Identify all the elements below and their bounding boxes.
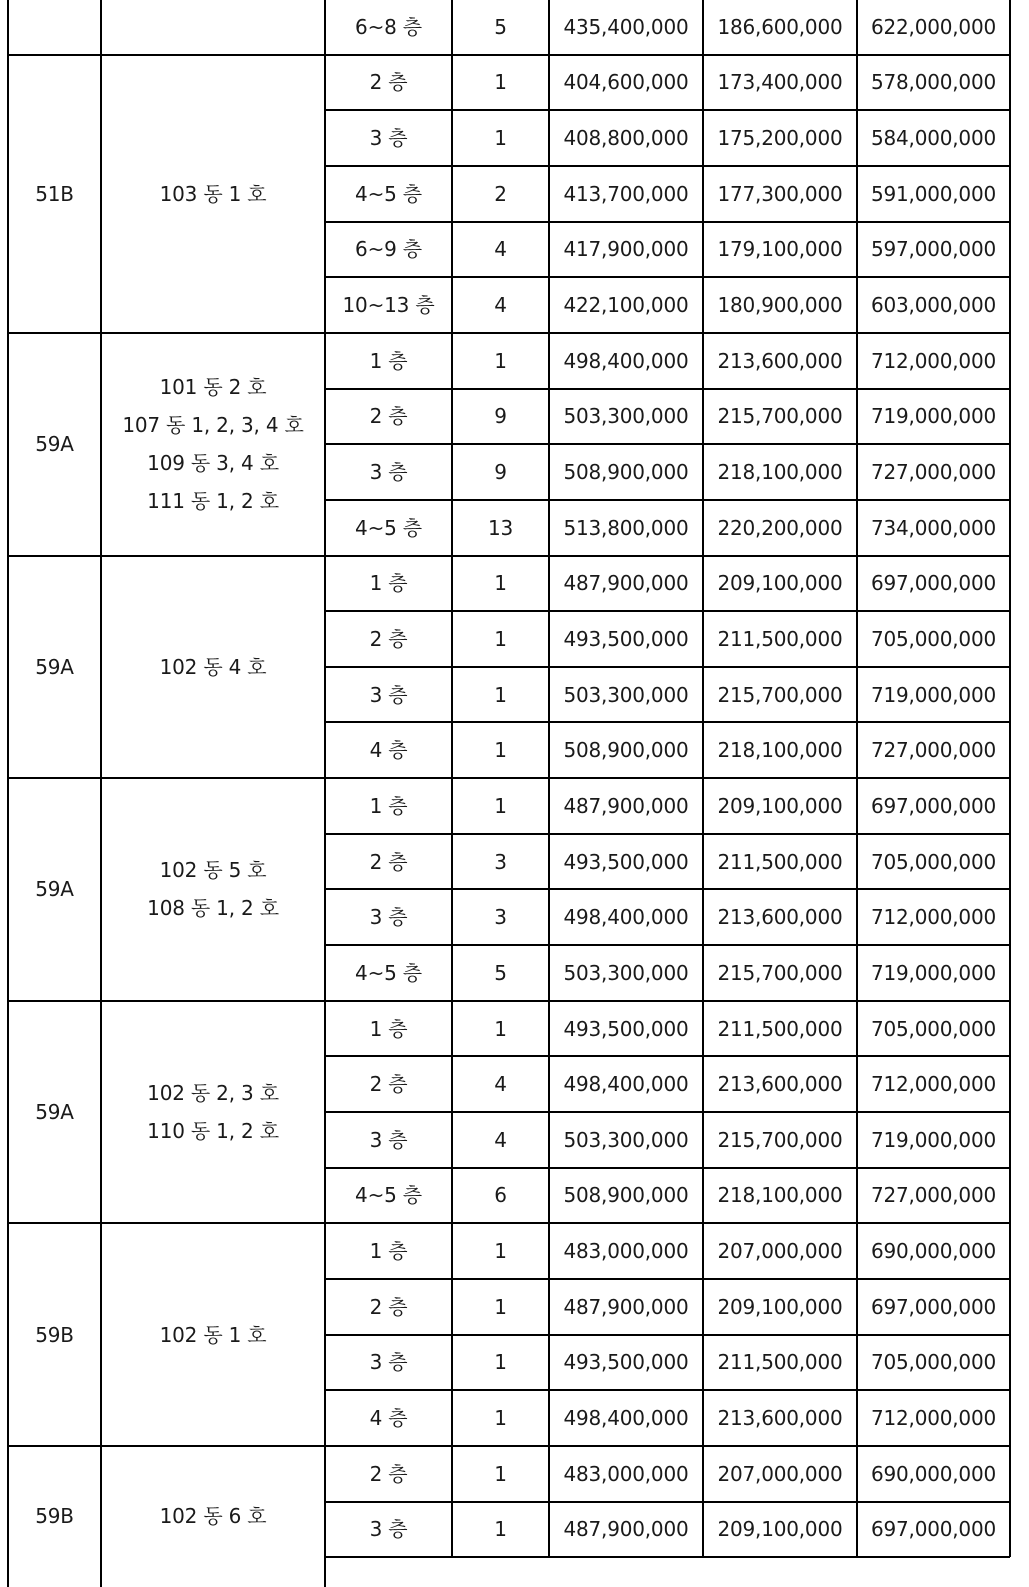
land-price-cell: 508,900,000 bbox=[563, 738, 689, 763]
row-rule bbox=[325, 610, 1010, 612]
building-price-cell: 180,900,000 bbox=[717, 293, 843, 318]
total-price-cell: 690,000,000 bbox=[870, 1239, 997, 1264]
land-price-cell: 493,500,000 bbox=[563, 626, 689, 651]
floor-cell: 4~5 층 bbox=[355, 1183, 422, 1208]
floor-cell: 6~8 층 bbox=[355, 14, 422, 39]
row-rule bbox=[325, 165, 1010, 167]
total-price-cell: 591,000,000 bbox=[870, 181, 997, 206]
unit-count-cell: 5 bbox=[494, 14, 507, 39]
total-price-cell: 719,000,000 bbox=[870, 682, 997, 707]
building-cell bbox=[101, 778, 325, 1001]
group-rule bbox=[8, 777, 1010, 779]
group-rule bbox=[8, 555, 1010, 557]
unit-count-cell: 1 bbox=[494, 126, 507, 151]
row-rule bbox=[325, 1055, 1010, 1057]
floor-cell: 1 층 bbox=[369, 793, 408, 818]
row-rule bbox=[325, 1111, 1010, 1113]
unit-count-cell: 9 bbox=[494, 404, 507, 429]
building-price-cell: 177,300,000 bbox=[717, 181, 843, 206]
total-price-cell: 712,000,000 bbox=[870, 1072, 997, 1097]
land-price-cell: 498,400,000 bbox=[563, 1406, 689, 1431]
floor-cell: 1 층 bbox=[369, 348, 408, 373]
land-price-cell: 417,900,000 bbox=[563, 237, 689, 262]
land-price-cell: 493,500,000 bbox=[563, 1350, 689, 1375]
building-line: 102 동 5 호 bbox=[159, 858, 267, 883]
col-rule bbox=[100, 0, 102, 1587]
row-rule bbox=[325, 666, 1010, 668]
land-price-cell: 508,900,000 bbox=[563, 460, 689, 484]
building-line: 102 동 1 호 bbox=[159, 1322, 267, 1347]
building-price-cell: 211,500,000 bbox=[717, 849, 843, 874]
land-price-cell: 498,400,000 bbox=[563, 348, 689, 373]
row-rule bbox=[325, 1167, 1010, 1169]
building-cell bbox=[101, 1223, 325, 1446]
building-line: 102 동 2, 3 호 bbox=[147, 1080, 279, 1105]
row-rule bbox=[325, 888, 1010, 890]
land-price-cell: 408,800,000 bbox=[563, 126, 689, 151]
building-price-cell: 213,600,000 bbox=[717, 348, 843, 373]
land-price-cell: 513,800,000 bbox=[563, 515, 689, 540]
total-price-cell: 712,000,000 bbox=[870, 1406, 997, 1431]
building-line: 108 동 1, 2 호 bbox=[147, 896, 279, 921]
land-price-cell: 487,900,000 bbox=[563, 1517, 689, 1542]
building-price-cell: 211,500,000 bbox=[717, 1016, 843, 1041]
row-rule bbox=[325, 388, 1010, 390]
building-price-cell: 173,400,000 bbox=[717, 70, 843, 95]
floor-cell: 2 층 bbox=[369, 1294, 408, 1319]
building-price-cell: 213,600,000 bbox=[717, 1072, 843, 1097]
land-price-cell: 503,300,000 bbox=[563, 960, 689, 985]
row-rule bbox=[325, 443, 1010, 445]
floor-cell: 4~5 층 bbox=[355, 515, 422, 540]
land-price-cell: 487,900,000 bbox=[563, 571, 689, 596]
col-rule bbox=[324, 0, 326, 1587]
floor-cell: 4~5 층 bbox=[355, 960, 422, 985]
building-line: 102 동 6 호 bbox=[159, 1504, 267, 1529]
row-rule bbox=[325, 833, 1010, 835]
row-rule bbox=[325, 944, 1010, 946]
total-price-cell: 719,000,000 bbox=[870, 1127, 997, 1152]
unit-count-cell: 1 bbox=[494, 70, 507, 95]
type-cell: 59B bbox=[35, 1504, 74, 1529]
building-line: 109 동 3, 4 호 bbox=[147, 451, 279, 476]
building-price-cell: 213,600,000 bbox=[717, 905, 843, 930]
building-price-cell: 209,100,000 bbox=[717, 1294, 843, 1319]
building-price-cell: 209,100,000 bbox=[717, 1517, 843, 1542]
building-price-cell: 218,100,000 bbox=[717, 460, 843, 484]
land-price-cell: 493,500,000 bbox=[563, 849, 689, 874]
type-cell: 59A bbox=[35, 877, 74, 902]
land-price-cell: 487,900,000 bbox=[563, 1294, 689, 1319]
unit-count-cell: 1 bbox=[494, 1016, 507, 1041]
type-cell: 59A bbox=[35, 1099, 74, 1124]
land-price-cell: 503,300,000 bbox=[563, 1127, 689, 1152]
building-line: 107 동 1, 2, 3, 4 호 bbox=[122, 413, 304, 438]
building-price-cell: 207,000,000 bbox=[717, 1461, 843, 1486]
unit-count-cell: 2 bbox=[494, 181, 507, 206]
floor-cell: 3 층 bbox=[369, 1517, 408, 1542]
type-cell: 51B bbox=[35, 181, 74, 206]
total-price-cell: 578,000,000 bbox=[870, 70, 997, 95]
group-rule bbox=[8, 1222, 1010, 1224]
floor-cell: 6~9 층 bbox=[355, 237, 422, 262]
total-price-cell: 622,000,000 bbox=[870, 14, 997, 39]
col-rule bbox=[548, 0, 550, 1557]
floor-cell: 3 층 bbox=[369, 1127, 408, 1152]
floor-cell: 1 층 bbox=[369, 571, 408, 596]
group-rule bbox=[8, 1445, 1010, 1447]
building-line: 101 동 2 호 bbox=[159, 375, 267, 400]
building-price-cell: 209,100,000 bbox=[717, 571, 843, 596]
total-price-cell: 697,000,000 bbox=[870, 793, 997, 818]
row-rule bbox=[325, 1556, 1010, 1558]
land-price-cell: 493,500,000 bbox=[563, 1016, 689, 1041]
building-price-cell: 220,200,000 bbox=[717, 515, 843, 540]
row-rule bbox=[325, 1501, 1010, 1503]
building-cell bbox=[101, 0, 325, 55]
building-line: 111 동 1, 2 호 bbox=[147, 489, 279, 514]
col-rule bbox=[451, 0, 453, 1557]
unit-count-cell: 1 bbox=[494, 1350, 507, 1375]
floor-cell: 4~5 층 bbox=[355, 181, 422, 206]
row-rule bbox=[325, 499, 1010, 501]
total-price-cell: 697,000,000 bbox=[870, 1517, 997, 1542]
building-cell bbox=[101, 556, 325, 779]
floor-cell: 3 층 bbox=[369, 126, 408, 151]
land-price-cell: 422,100,000 bbox=[563, 293, 689, 318]
row-rule bbox=[325, 1389, 1010, 1391]
land-price-cell: 404,600,000 bbox=[563, 70, 689, 95]
building-cell bbox=[101, 1446, 325, 1587]
building-price-cell: 209,100,000 bbox=[717, 793, 843, 818]
building-cell bbox=[101, 55, 325, 333]
unit-count-cell: 1 bbox=[494, 571, 507, 596]
floor-cell: 3 층 bbox=[369, 460, 408, 484]
total-price-cell: 712,000,000 bbox=[870, 905, 997, 930]
floor-cell: 1 층 bbox=[369, 1016, 408, 1041]
total-price-cell: 697,000,000 bbox=[870, 571, 997, 596]
total-price-cell: 584,000,000 bbox=[870, 126, 997, 151]
total-price-cell: 705,000,000 bbox=[870, 1350, 997, 1375]
land-price-cell: 487,900,000 bbox=[563, 793, 689, 818]
building-price-cell: 175,200,000 bbox=[717, 126, 843, 151]
col-rule bbox=[856, 0, 858, 1557]
total-price-cell: 705,000,000 bbox=[870, 1016, 997, 1041]
row-rule bbox=[325, 1334, 1010, 1336]
land-price-cell: 498,400,000 bbox=[563, 905, 689, 930]
floor-cell: 2 층 bbox=[369, 404, 408, 429]
floor-cell: 4 층 bbox=[369, 738, 408, 763]
unit-count-cell: 4 bbox=[494, 293, 507, 318]
unit-count-cell: 4 bbox=[494, 237, 507, 262]
unit-count-cell: 1 bbox=[494, 1517, 507, 1542]
floor-cell: 3 층 bbox=[369, 1350, 408, 1375]
group-rule bbox=[8, 332, 1010, 334]
floor-cell: 4 층 bbox=[369, 1406, 408, 1431]
row-rule bbox=[325, 276, 1010, 278]
land-price-cell: 498,400,000 bbox=[563, 1072, 689, 1097]
floor-cell: 3 층 bbox=[369, 905, 408, 930]
total-price-cell: 597,000,000 bbox=[870, 237, 997, 262]
total-price-cell: 603,000,000 bbox=[870, 293, 997, 318]
land-price-cell: 508,900,000 bbox=[563, 1183, 689, 1208]
building-price-cell: 215,700,000 bbox=[717, 1127, 843, 1152]
unit-count-cell: 1 bbox=[494, 1406, 507, 1431]
type-cell bbox=[8, 0, 101, 55]
building-cell bbox=[101, 1001, 325, 1224]
building-price-cell: 207,000,000 bbox=[717, 1239, 843, 1264]
total-price-cell: 705,000,000 bbox=[870, 626, 997, 651]
floor-cell: 2 층 bbox=[369, 626, 408, 651]
building-price-cell: 215,700,000 bbox=[717, 960, 843, 985]
building-line: 110 동 1, 2 호 bbox=[147, 1118, 279, 1143]
unit-count-cell: 3 bbox=[494, 905, 507, 930]
row-rule bbox=[325, 721, 1010, 723]
total-price-cell: 705,000,000 bbox=[870, 849, 997, 874]
building-price-cell: 186,600,000 bbox=[717, 14, 843, 39]
unit-count-cell: 4 bbox=[494, 1127, 507, 1152]
type-cell: 59A bbox=[35, 432, 74, 457]
total-price-cell: 719,000,000 bbox=[870, 404, 997, 429]
type-cell: 59A bbox=[35, 654, 74, 679]
unit-count-cell: 1 bbox=[494, 1239, 507, 1264]
building-price-cell: 218,100,000 bbox=[717, 738, 843, 763]
unit-count-cell: 13 bbox=[487, 515, 514, 540]
land-price-cell: 435,400,000 bbox=[563, 14, 689, 39]
building-price-cell: 218,100,000 bbox=[717, 1183, 843, 1208]
land-price-cell: 483,000,000 bbox=[563, 1461, 689, 1486]
unit-count-cell: 1 bbox=[494, 738, 507, 763]
floor-cell: 2 층 bbox=[369, 1072, 408, 1097]
group-rule bbox=[8, 54, 1010, 56]
building-price-cell: 213,600,000 bbox=[717, 1406, 843, 1431]
land-price-cell: 503,300,000 bbox=[563, 682, 689, 707]
floor-cell: 1 층 bbox=[369, 1239, 408, 1264]
total-price-cell: 697,000,000 bbox=[870, 1294, 997, 1319]
building-price-cell: 215,700,000 bbox=[717, 404, 843, 429]
unit-count-cell: 1 bbox=[494, 1461, 507, 1486]
unit-count-cell: 3 bbox=[494, 849, 507, 874]
total-price-cell: 690,000,000 bbox=[870, 1461, 997, 1486]
row-rule bbox=[325, 1278, 1010, 1280]
building-price-cell: 179,100,000 bbox=[717, 237, 843, 262]
building-price-cell: 211,500,000 bbox=[717, 1350, 843, 1375]
total-price-cell: 727,000,000 bbox=[870, 460, 997, 484]
unit-count-cell: 5 bbox=[494, 960, 507, 985]
col-rule bbox=[702, 0, 704, 1557]
building-line: 103 동 1 호 bbox=[159, 181, 267, 206]
total-price-cell: 734,000,000 bbox=[870, 515, 997, 540]
building-cell bbox=[101, 333, 325, 556]
unit-count-cell: 1 bbox=[494, 626, 507, 651]
unit-count-cell: 1 bbox=[494, 682, 507, 707]
type-cell: 59B bbox=[35, 1322, 74, 1347]
unit-count-cell: 9 bbox=[494, 460, 507, 484]
building-price-cell: 215,700,000 bbox=[717, 682, 843, 707]
total-price-cell: 727,000,000 bbox=[870, 1183, 997, 1208]
building-line: 102 동 4 호 bbox=[159, 654, 267, 679]
total-price-cell: 712,000,000 bbox=[870, 348, 997, 373]
left-rule bbox=[7, 0, 9, 1587]
floor-cell: 2 층 bbox=[369, 70, 408, 95]
unit-count-cell: 4 bbox=[494, 1072, 507, 1097]
floor-cell: 3 층 bbox=[369, 682, 408, 707]
unit-count-cell: 1 bbox=[494, 348, 507, 373]
row-rule bbox=[325, 221, 1010, 223]
unit-count-cell: 1 bbox=[494, 793, 507, 818]
right-rule bbox=[1009, 0, 1011, 1557]
unit-count-cell: 6 bbox=[494, 1183, 507, 1208]
building-price-cell: 211,500,000 bbox=[717, 626, 843, 651]
floor-cell: 2 층 bbox=[369, 849, 408, 874]
row-rule bbox=[325, 109, 1010, 111]
land-price-cell: 413,700,000 bbox=[563, 181, 689, 206]
land-price-cell: 503,300,000 bbox=[563, 404, 689, 429]
group-rule bbox=[8, 1000, 1010, 1002]
land-price-cell: 483,000,000 bbox=[563, 1239, 689, 1264]
unit-count-cell: 1 bbox=[494, 1294, 507, 1319]
floor-cell: 2 층 bbox=[369, 1461, 408, 1486]
total-price-cell: 719,000,000 bbox=[870, 960, 997, 985]
floor-cell: 10~13 층 bbox=[342, 293, 435, 318]
total-price-cell: 727,000,000 bbox=[870, 738, 997, 763]
